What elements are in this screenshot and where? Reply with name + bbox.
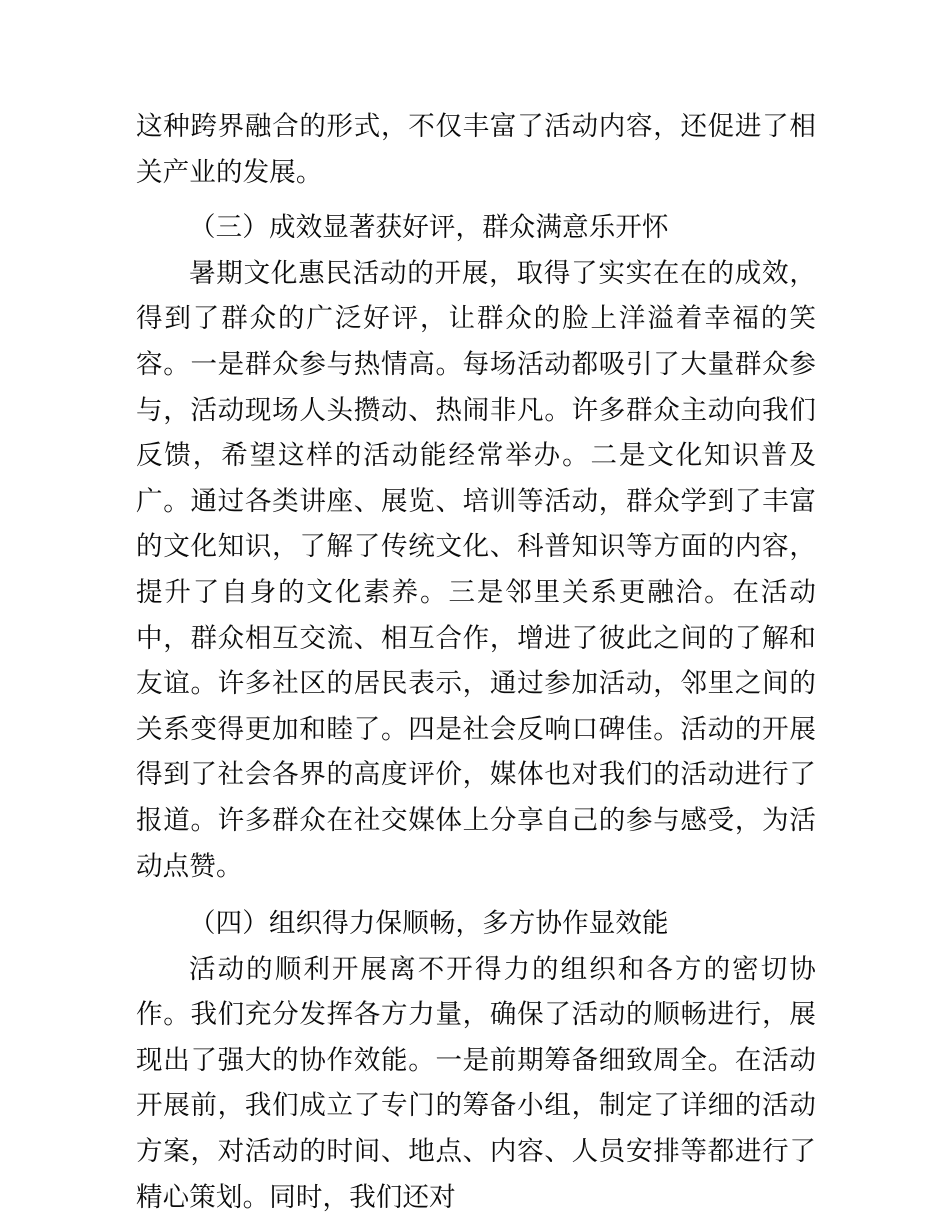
document-text-column — [136, 104, 816, 1220]
spacer-before-heading-four — [136, 889, 816, 901]
paragraph-section-four-body: 活动的顺利开展离不开得力的组织和各方的密切协作。我们充分发挥各方力量，确保了活动的顺畅进行，展现出了强大的协作效能。一是前期筹备细致周全。在活动开展前，我们成立了专门的筹备小组，制定了详细的活动方案，对活动的时间、地点、内容、人员安排等都进行了精心策划。同时，我们还对 — [136, 953, 816, 1213]
paragraph-continuation: 这种跨界融合的形式，不仅丰富了活动内容，还促进了相关产业的发展。 — [136, 111, 816, 188]
spacer-before-heading-three — [136, 195, 816, 205]
paragraph-section-three-body: 暑期文化惠民活动的开展，取得了实实在在的成效，得到了群众的广泛好评，让群众的脸上洋溢着幸福的笑容。一是群众参与热情高。每场活动都吸引了大量群众参与，活动现场人头攒动、热闹非凡。许多群众主动向我们反馈，希望这样的活动能经常举办。二是文化知识普及广。通过各类讲座、展览、培训等活动，群众学到了丰富的文化知识，了解了传统文化、科普知识等方面的内容，提升了自身的文化素养。三是邻里关系更融洽。在活动中，群众相互交流、相互合作，增进了彼此之间的了解和友谊。许多社区的居民表示，通过参加活动，邻里之间的关系变得更加和睦了。四是社会反响口碑佳。活动的开展得到了社会各界的高度评价，媒体也对我们的活动进行了报道。许多群众在社交媒体上分享自己的参与感受，为活动点赞。 — [136, 257, 816, 882]
section-heading-three: （三）成效显著获好评，群众满意乐开怀 — [189, 212, 669, 244]
section-heading-four: （四）组织得力保顺畅，多方协作显效能 — [189, 908, 669, 940]
